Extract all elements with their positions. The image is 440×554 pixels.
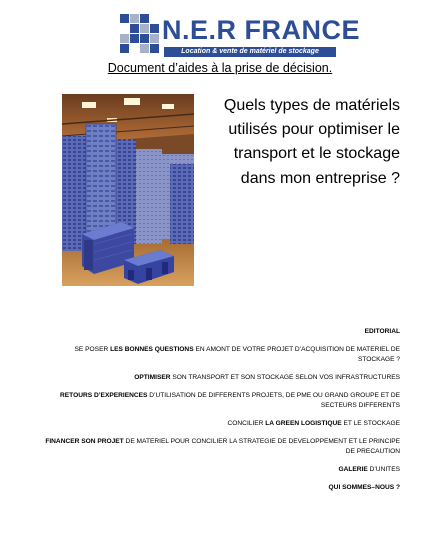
toc-item-rest: SON TRANSPORT ET SON STOCKAGE SELON VOS INFRASTRUCTURES — [170, 374, 400, 381]
logo-name: N.E.R FRANCE — [162, 15, 361, 45]
toc-item-bold: EDITORIAL — [364, 328, 400, 335]
logo-tagline: Location & vente de matériel de stockage — [181, 48, 319, 55]
toc-item-rest: D’UTILISATION DE DIFFERENTS PROJETS, DE PME OU GRAND GROUPE ET DE SECTEURS DIFFERENTS — [147, 392, 400, 409]
toc-item-bold: RETOURS D’EXPERIENCES — [60, 392, 148, 399]
toc-item-bold: OPTIMISER — [134, 374, 171, 381]
toc-item-bold: LES BONNES QUESTIONS — [110, 346, 194, 353]
toc-item-editorial — [40, 327, 400, 337]
toc-item-prefix: SE POSER — [74, 346, 111, 353]
table-of-contents — [40, 327, 400, 501]
document-title: Document d’aides à la prise de décision. — [107, 61, 333, 75]
toc-item-prefix: CONCILIER — [227, 420, 266, 427]
warehouse-pallets-photo — [62, 94, 194, 286]
toc-item-bold: GALERIE — [338, 466, 368, 473]
toc-item-rest: D’UNITES — [367, 466, 400, 473]
company-logo — [118, 12, 361, 56]
toc-item-qui — [40, 483, 400, 493]
toc-item-optimiser — [40, 373, 400, 383]
toc-item-rest: ET LE STOCKAGE — [341, 420, 400, 427]
toc-item-questions — [40, 345, 400, 365]
toc-item-rest: DE MATERIEL POUR CONCILIER LA STRATEGIE DE DEVELOPPEMENT ET LE PRINCIPE DE PRECAUTION — [123, 438, 400, 455]
main-question: Quels types de matériels utilisés pour optimiser le transport et le stockage dans mon entreprise ? — [223, 97, 400, 187]
toc-item-bold: FINANCER SON PROJET — [45, 438, 124, 445]
toc-item-bold: QUI SOMMES–NOUS ? — [328, 484, 400, 491]
toc-item-green — [40, 419, 400, 429]
logo-grid-icon — [118, 12, 162, 56]
toc-item-rest: EN AMONT DE VOTRE PROJET D’ACQUISITION DE MATERIEL DE STOCKAGE ? — [193, 346, 400, 363]
logo-tagline-bar — [164, 47, 336, 57]
toc-item-retours — [40, 391, 400, 411]
toc-item-financer — [40, 437, 400, 457]
toc-item-galerie — [40, 465, 400, 475]
toc-item-bold: LA GREEN LOGISTIQUE — [265, 420, 342, 427]
